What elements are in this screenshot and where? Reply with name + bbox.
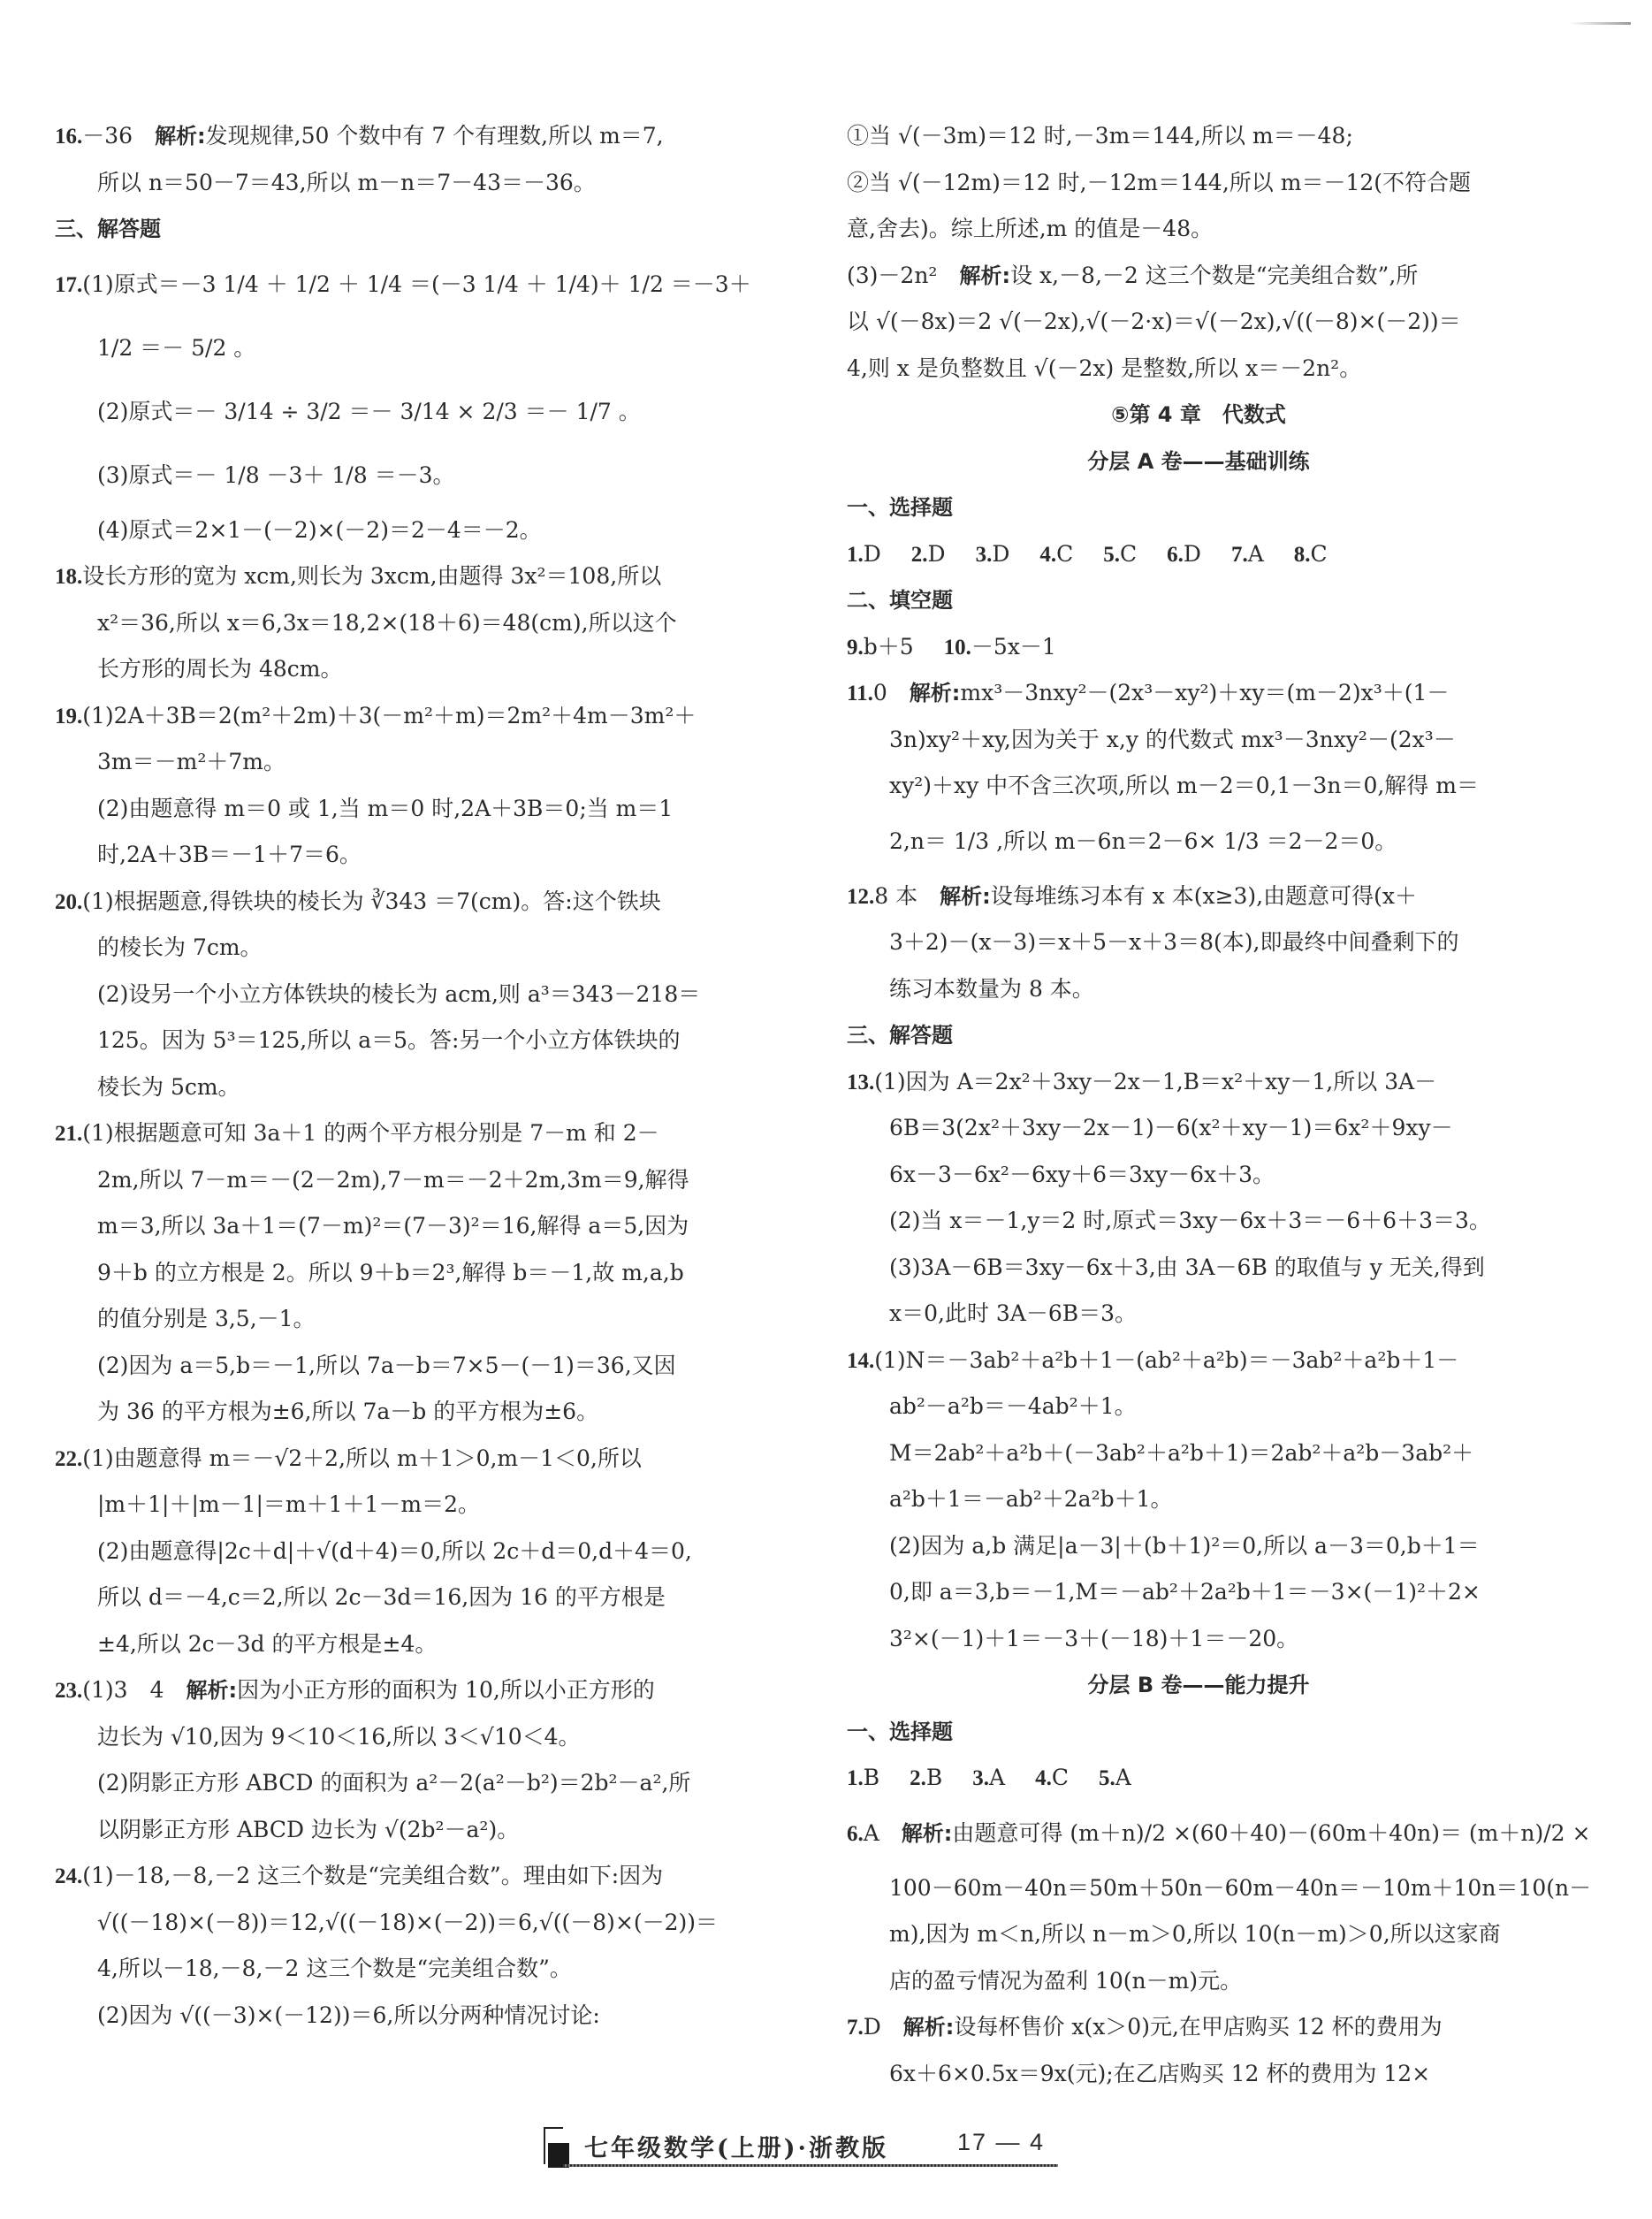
line-text: 6x＋6×0.5x＝9x(元);在乙店购买 12 杯的费用为 12× [889, 2060, 1431, 2086]
continuation-line [847, 763, 1550, 810]
question-line [55, 113, 762, 160]
line-text: m),因为 m＜n,所以 n－m＞0,所以 10(n－m)＞0,所以这家商 [889, 1921, 1501, 1947]
question-number: 16. [55, 125, 83, 149]
line-text: 所以 d＝－4,c＝2,所以 2c－3d＝16,因为 16 的平方根是 [97, 1584, 666, 1610]
section-heading: 三、解答题 [847, 1023, 953, 1048]
chapter-heading: ⑤第 4 章 代数式 [1111, 402, 1286, 427]
continuation-line [55, 972, 762, 1018]
answer-value: B [863, 1765, 880, 1790]
continuation-line [55, 1529, 762, 1575]
line-text: 的棱长为 7cm。 [97, 934, 263, 960]
continuation-line [55, 316, 762, 380]
answer-row [847, 531, 1550, 578]
continuation-line [55, 1900, 762, 1947]
line-text: (2)当 x＝－1,y＝2 时,原式＝3xy－6x＋3＝－6＋6＋3＝3。 [889, 1208, 1491, 1233]
line-text: M＝2ab²＋a²b＋(－3ab²＋a²b＋1)＝2ab²＋a²b－3ab²＋ [889, 1439, 1474, 1466]
answer-number: 9. [847, 635, 864, 660]
continuation-line [847, 1105, 1550, 1152]
continuation-line [55, 1250, 762, 1297]
continuation-line [847, 1384, 1550, 1430]
question-line [847, 873, 1550, 920]
right-column [847, 113, 1592, 2097]
answer-value: －5x－1 [971, 633, 1056, 660]
analysis-label: 解析: [959, 263, 1011, 288]
question-number: 6. [847, 1821, 864, 1846]
question-line [55, 553, 762, 600]
answer-value: A [1247, 540, 1264, 567]
footer-rule [563, 2164, 1058, 2167]
line-text: (2)因为 a,b 满足|a－3|＋(b＋1)²＝0,所以 a－3＝0,b＋1＝ [889, 1532, 1480, 1559]
line-text: (1)根据题意可知 3a＋1 的两个平方根分别是 7－m 和 2－ [82, 1120, 659, 1146]
analysis-text: 因为小正方形的面积为 10,所以小正方形的 [237, 1677, 655, 1703]
line-text: 以阴影正方形 ABCD 边长为 √(2b²－a²)。 [97, 1816, 520, 1842]
line-text: ②当 √(－12m)＝12 时,－12m＝144,所以 m＝－12(不符合题 [847, 169, 1472, 195]
line-text: (1)－18,－8,－2 这三个数是“完美组合数”。理由如下:因为 [82, 1863, 664, 1888]
line-text: 4,所以－18,－8,－2 这三个数是“完美组合数”。 [97, 1956, 572, 1981]
answer-number: 2. [910, 1766, 926, 1790]
question-number: 11. [847, 682, 873, 705]
line-text: －36 [82, 123, 156, 149]
continuation-line [847, 1616, 1550, 1663]
question-number: 13. [847, 1070, 875, 1094]
continuation-line [847, 1430, 1550, 1477]
question-line [55, 693, 762, 740]
section-heading: 二、填空题 [847, 588, 953, 613]
question-number: 12. [847, 884, 875, 909]
line-text: (2)阴影正方形 ABCD 的面积为 a²－2(a²－b²)＝2b²－a²,所 [97, 1770, 691, 1796]
line-text: 设长方形的宽为 xcm,则长为 3xcm,由题得 3x²＝108,所以 [82, 563, 662, 589]
line-text: 为 36 的平方根为±6,所以 7a－b 的平方根为±6。 [97, 1399, 599, 1424]
line-text: (3)3A－6B＝3xy－6x＋3,由 3A－6B 的取值与 y 无关,得到 [889, 1254, 1485, 1280]
answer-value: C [1120, 540, 1138, 567]
question-line [847, 1059, 1550, 1106]
line-text: (2)因为 √((－3)×(－12))＝6,所以分两种情况讨论: [97, 2002, 600, 2028]
continuation-line [847, 1198, 1550, 1245]
continuation-line [847, 1958, 1550, 2005]
line-text: 100－60m－40n＝50m＋50n－60m－40n＝－10m＋10n＝10(n－ [889, 1874, 1592, 1901]
continuation-line [847, 299, 1550, 346]
line-text: (1)因为 A＝2x²＋3xy－2x－1,B＝x²＋xy－1,所以 3A－ [874, 1068, 1437, 1094]
line-text: 3＋2)－(x－3)＝x＋5－x＋3＝8(本),即最终中间叠剩下的 [889, 929, 1459, 955]
continuation-line [847, 1569, 1550, 1616]
footer-page-number: 17 — 4 [957, 2129, 1046, 2155]
question-number: 18. [55, 565, 83, 589]
answer-number: 10. [943, 635, 971, 660]
continuation-line [847, 919, 1550, 966]
continuation-line [847, 1523, 1550, 1570]
continuation-line [847, 1865, 1592, 1912]
line-text: (1)3 4 [82, 1677, 187, 1703]
continuation-line [55, 160, 762, 207]
continuation-line [847, 1152, 1550, 1199]
continuation-line [847, 206, 1550, 253]
question-line [55, 1436, 762, 1483]
line-text: 时,2A＋3B＝－1＋7＝6。 [97, 842, 362, 867]
answer-value: A [989, 1765, 1006, 1790]
continuation-line [55, 739, 762, 786]
line-text: D [863, 2014, 903, 2040]
continuation-line [55, 1296, 762, 1343]
question-line [55, 1110, 762, 1157]
line-text: xy²)＋xy 中不含三次项,所以 m－2＝0,1－3n＝0,解得 m＝ [889, 773, 1479, 798]
line-text: (2)由题意得|2c＋d|＋√(d＋4)＝0,所以 2c＋d＝0,d＋4＝0, [97, 1537, 692, 1564]
line-text: 6x－3－6x²－6xy＋6＝3xy－6x＋3。 [889, 1161, 1275, 1187]
answer-number: 5. [1103, 542, 1121, 567]
question-line [55, 253, 762, 316]
continuation-line [55, 1807, 762, 1854]
answer-number: 6. [1167, 542, 1184, 567]
analysis-label: 解析: [901, 1820, 953, 1846]
continuation-line [55, 832, 762, 879]
line-text: 125。因为 5³＝125,所以 a＝5。答:另一个小立方体铁块的 [97, 1027, 681, 1053]
line-text: (2)原式＝－ 3/14 ÷ 3/2 ＝－ 3/14 × 2/3 ＝－ 1/7 。 [97, 398, 641, 424]
continuation-line [55, 1064, 762, 1111]
answer-value: A [1115, 1765, 1131, 1790]
line-text: (2)因为 a＝5,b＝－1,所以 7a－b＝7×5－(－1)＝36,又因 [97, 1352, 676, 1378]
line-text: (3)－2n² [847, 262, 960, 288]
line-text: 练习本数量为 8 本。 [889, 975, 1094, 1002]
question-line [847, 1338, 1550, 1384]
answer-value: C [1310, 540, 1328, 567]
chapter-heading: 分层 B 卷——能力提升 [1087, 1673, 1310, 1697]
analysis-text: mx³－3nxy²－(2x³－xy²)＋xy＝(m－2)x³＋(1－ [960, 680, 1450, 705]
answer-number: 8. [1293, 542, 1311, 567]
continuation-line [55, 507, 762, 554]
continuation-line [55, 1343, 762, 1390]
answer-number: 1. [847, 542, 864, 567]
continuation-line [847, 966, 1550, 1013]
line-text: 2m,所以 7－m＝－(2－2m),7－m＝－2＋2m,3m＝9,解得 [97, 1166, 689, 1193]
answer-value: b＋5 [863, 633, 914, 660]
continuation-line [55, 1714, 762, 1761]
line-text: (4)原式＝2×1－(－2)×(－2)＝2－4＝－2。 [97, 516, 542, 543]
question-line [847, 1802, 1591, 1865]
question-line [55, 1853, 762, 1900]
continuation-line [847, 717, 1550, 764]
continuation-line [847, 1291, 1550, 1338]
analysis-text: 设每堆练习本有 x 本(x≥3),由题意可得(x＋ [990, 882, 1417, 909]
line-text: 9＋b 的立方根是 2。所以 9＋b＝2³,解得 b＝－1,故 m,a,b [97, 1259, 684, 1285]
answer-value: C [1051, 1765, 1069, 1790]
answer-number: 4. [1035, 1766, 1052, 1790]
analysis-text: 设每杯售价 x(x＞0)元,在甲店购买 12 杯的费用为 [954, 2014, 1443, 2040]
continuation-line [55, 1575, 762, 1621]
line-text: x＝0,此时 3A－6B＝3。 [889, 1300, 1138, 1326]
continuation-line [847, 253, 1550, 300]
continuation-line [55, 1993, 762, 2040]
continuation-line [847, 1911, 1550, 1958]
question-number: 19. [55, 704, 83, 728]
answer-number: 7. [1230, 542, 1248, 567]
question-number: 14. [847, 1348, 875, 1373]
answer-value: D [992, 540, 1010, 567]
line-text: (1)N＝－3ab²＋a²b＋1－(ab²＋a²b)＝－3ab²＋a²b＋1－ [874, 1346, 1459, 1373]
answer-number: 2. [910, 542, 928, 567]
line-text: 棱长为 5cm。 [97, 1073, 240, 1100]
line-text: √((－18)×(－8))＝12,√((－18)×(－2))＝6,√((－8)×(－2))＝ [97, 1909, 719, 1935]
line-text: (2)设另一个小立方体铁块的棱长为 acm,则 a³＝343－218＝ [97, 980, 701, 1007]
section-heading: 一、选择题 [847, 495, 953, 520]
question-number: 20. [55, 889, 83, 914]
analysis-text: 设 x,－8,－2 这三个数是“完美组合数”,所 [1010, 262, 1419, 288]
analysis-label: 解析: [940, 883, 991, 909]
continuation-line [847, 1245, 1550, 1292]
continuation-line [55, 1018, 762, 1064]
question-number: 22. [55, 1446, 83, 1471]
chapter-heading: 分层 A 卷——基础训练 [1087, 448, 1310, 474]
continuation-line [55, 646, 762, 693]
question-line [847, 670, 1550, 717]
continuation-line [847, 346, 1550, 393]
line-text: 3²×(－1)＋1＝－3＋(－18)＋1＝－20。 [889, 1625, 1299, 1651]
continuation-line [847, 2051, 1550, 2098]
line-text: ab²－a²b＝－4ab²＋1。 [889, 1393, 1137, 1419]
analysis-label: 解析: [909, 681, 961, 705]
line-text: x²＝36,所以 x＝6,3x＝18,2×(18＋6)＝48(cm),所以这个 [97, 609, 677, 636]
continuation-line [847, 160, 1550, 207]
continuation-line [55, 1157, 762, 1204]
analysis-text: 由题意可得 (m＋n)/2 ×(60＋40)－(60m＋40n)＝ (m＋n)/2 × [952, 1819, 1591, 1846]
answer-value: D [927, 540, 946, 567]
line-text: (2)由题意得 m＝0 或 1,当 m＝0 时,2A＋3B＝0;当 m＝1 [97, 795, 674, 821]
page-footer [544, 2125, 1065, 2169]
continuation-line [55, 1621, 762, 1668]
question-number: 7. [847, 2016, 864, 2040]
analysis-label: 解析: [186, 1678, 238, 1703]
line-text: (1)由题意得 m＝－√2＋2,所以 m＋1＞0,m－1＜0,所以 [82, 1445, 642, 1471]
analysis-label: 解析: [155, 124, 206, 149]
line-text: 的值分别是 3,5,－1。 [97, 1306, 316, 1331]
line-text: 4,则 x 是负整数且 √(－2x) 是整数,所以 x＝－2n²。 [847, 355, 1362, 381]
line-text: |m＋1|＋|m－1|＝m＋1＋1－m＝2。 [97, 1491, 481, 1517]
line-text: (3)原式＝－ 1/8 －3＋ 1/8 ＝－3。 [97, 461, 455, 488]
continuation-line [55, 1203, 762, 1250]
line-text: (1)根据题意,得铁块的棱长为 ∛343 ＝7(cm)。答:这个铁块 [82, 888, 661, 914]
line-text: 长方形的周长为 48cm。 [97, 656, 343, 682]
continuation-line [55, 1482, 762, 1529]
question-line [847, 2004, 1550, 2051]
question-line [55, 879, 762, 926]
scan-edge-line [1569, 22, 1631, 25]
answer-number: 3. [972, 1766, 989, 1790]
line-text: 8 本 [874, 882, 940, 909]
answer-value: B [925, 1765, 943, 1790]
question-line [55, 1667, 762, 1714]
footer-book-title: 七年级数学(上册)·浙教版 [584, 2135, 888, 2162]
analysis-label: 解析: [902, 2015, 955, 2040]
continuation-line [55, 380, 762, 444]
continuation-line [55, 600, 762, 647]
question-number: 24. [55, 1864, 83, 1888]
answer-row [847, 1755, 1550, 1802]
line-text: 3n)xy²＋xy,因为关于 x,y 的代数式 mx³－3nxy²－(2x³－ [889, 726, 1456, 752]
line-text: 2,n＝ 1/3 ,所以 m－6n＝2－6× 1/3 ＝2－2＝0。 [889, 827, 1397, 854]
answer-number: 5. [1098, 1766, 1115, 1790]
answer-value: D [863, 540, 881, 567]
line-text: A [863, 1819, 902, 1846]
continuation-line [847, 113, 1550, 160]
line-text: (1)2A＋3B＝2(m²＋2m)＋3(－m²＋m)＝2m²＋4m－3m²＋ [82, 702, 697, 728]
question-number: 21. [55, 1122, 83, 1146]
answer-number: 4. [1039, 542, 1057, 567]
line-text: ±4,所以 2c－3d 的平方根是±4。 [97, 1630, 438, 1657]
continuation-line [847, 1476, 1550, 1523]
continuation-line [55, 444, 762, 507]
line-text: (1)原式＝－3 1/4 ＋ 1/2 ＋ 1/4 ＝(－3 1/4 ＋ 1/4)＋ 1/2 ＝－3＋ [82, 271, 751, 297]
line-text: 意,舍去)。综上所述,m 的值是－48。 [847, 216, 1214, 241]
question-number: 23. [55, 1679, 83, 1703]
section-heading: 一、选择题 [847, 1719, 953, 1744]
line-text: 3m＝－m²＋7m。 [97, 749, 285, 774]
answer-value: C [1056, 540, 1074, 567]
line-text: m＝3,所以 3a＋1＝(7－m)²＝(7－3)²＝16,解得 a＝5,因为 [97, 1213, 689, 1239]
continuation-line [55, 1760, 762, 1807]
analysis-text: 发现规律,50 个数中有 7 个有理数,所以 m＝7, [205, 123, 664, 149]
line-text: 0,即 a＝3,b＝－1,M＝－ab²＋2a²b＋1＝－3×(－1)²＋2× [889, 1579, 1481, 1605]
line-text: 1/2 ＝－ 5/2 。 [97, 334, 256, 361]
answer-number: 3. [975, 542, 993, 567]
continuation-line [55, 1946, 762, 1993]
line-text: 以 √(－8x)＝2 √(－2x),√(－2·x)＝√(－2x),√((－8)×(－2))＝ [847, 309, 1461, 334]
line-text: 0 [872, 680, 910, 705]
continuation-line [847, 810, 1550, 873]
continuation-line [55, 1389, 762, 1436]
line-text: 6B＝3(2x²＋3xy－2x－1)－6(x²＋xy－1)＝6x²＋9xy－ [889, 1115, 1453, 1140]
line-text: 边长为 √10,因为 9＜10＜16,所以 3＜√10＜4。 [97, 1723, 581, 1750]
line-text: 所以 n＝50－7＝43,所以 m－n＝7－43＝－36。 [97, 169, 596, 195]
line-text: a²b＋1＝－ab²＋2a²b＋1。 [889, 1486, 1173, 1512]
continuation-line [55, 786, 762, 833]
answer-row [847, 624, 1550, 671]
line-text: ①当 √(－3m)＝12 时,－3m＝144,所以 m＝－48; [847, 123, 1353, 149]
left-column [55, 113, 762, 2039]
question-number: 17. [55, 272, 83, 297]
answer-value: D [1183, 540, 1201, 567]
line-text: 店的盈亏情况为盈利 10(n－m)元。 [889, 1967, 1243, 1994]
section-heading: 三、解答题 [55, 217, 161, 241]
answer-number: 1. [847, 1766, 864, 1790]
continuation-line [55, 925, 762, 972]
